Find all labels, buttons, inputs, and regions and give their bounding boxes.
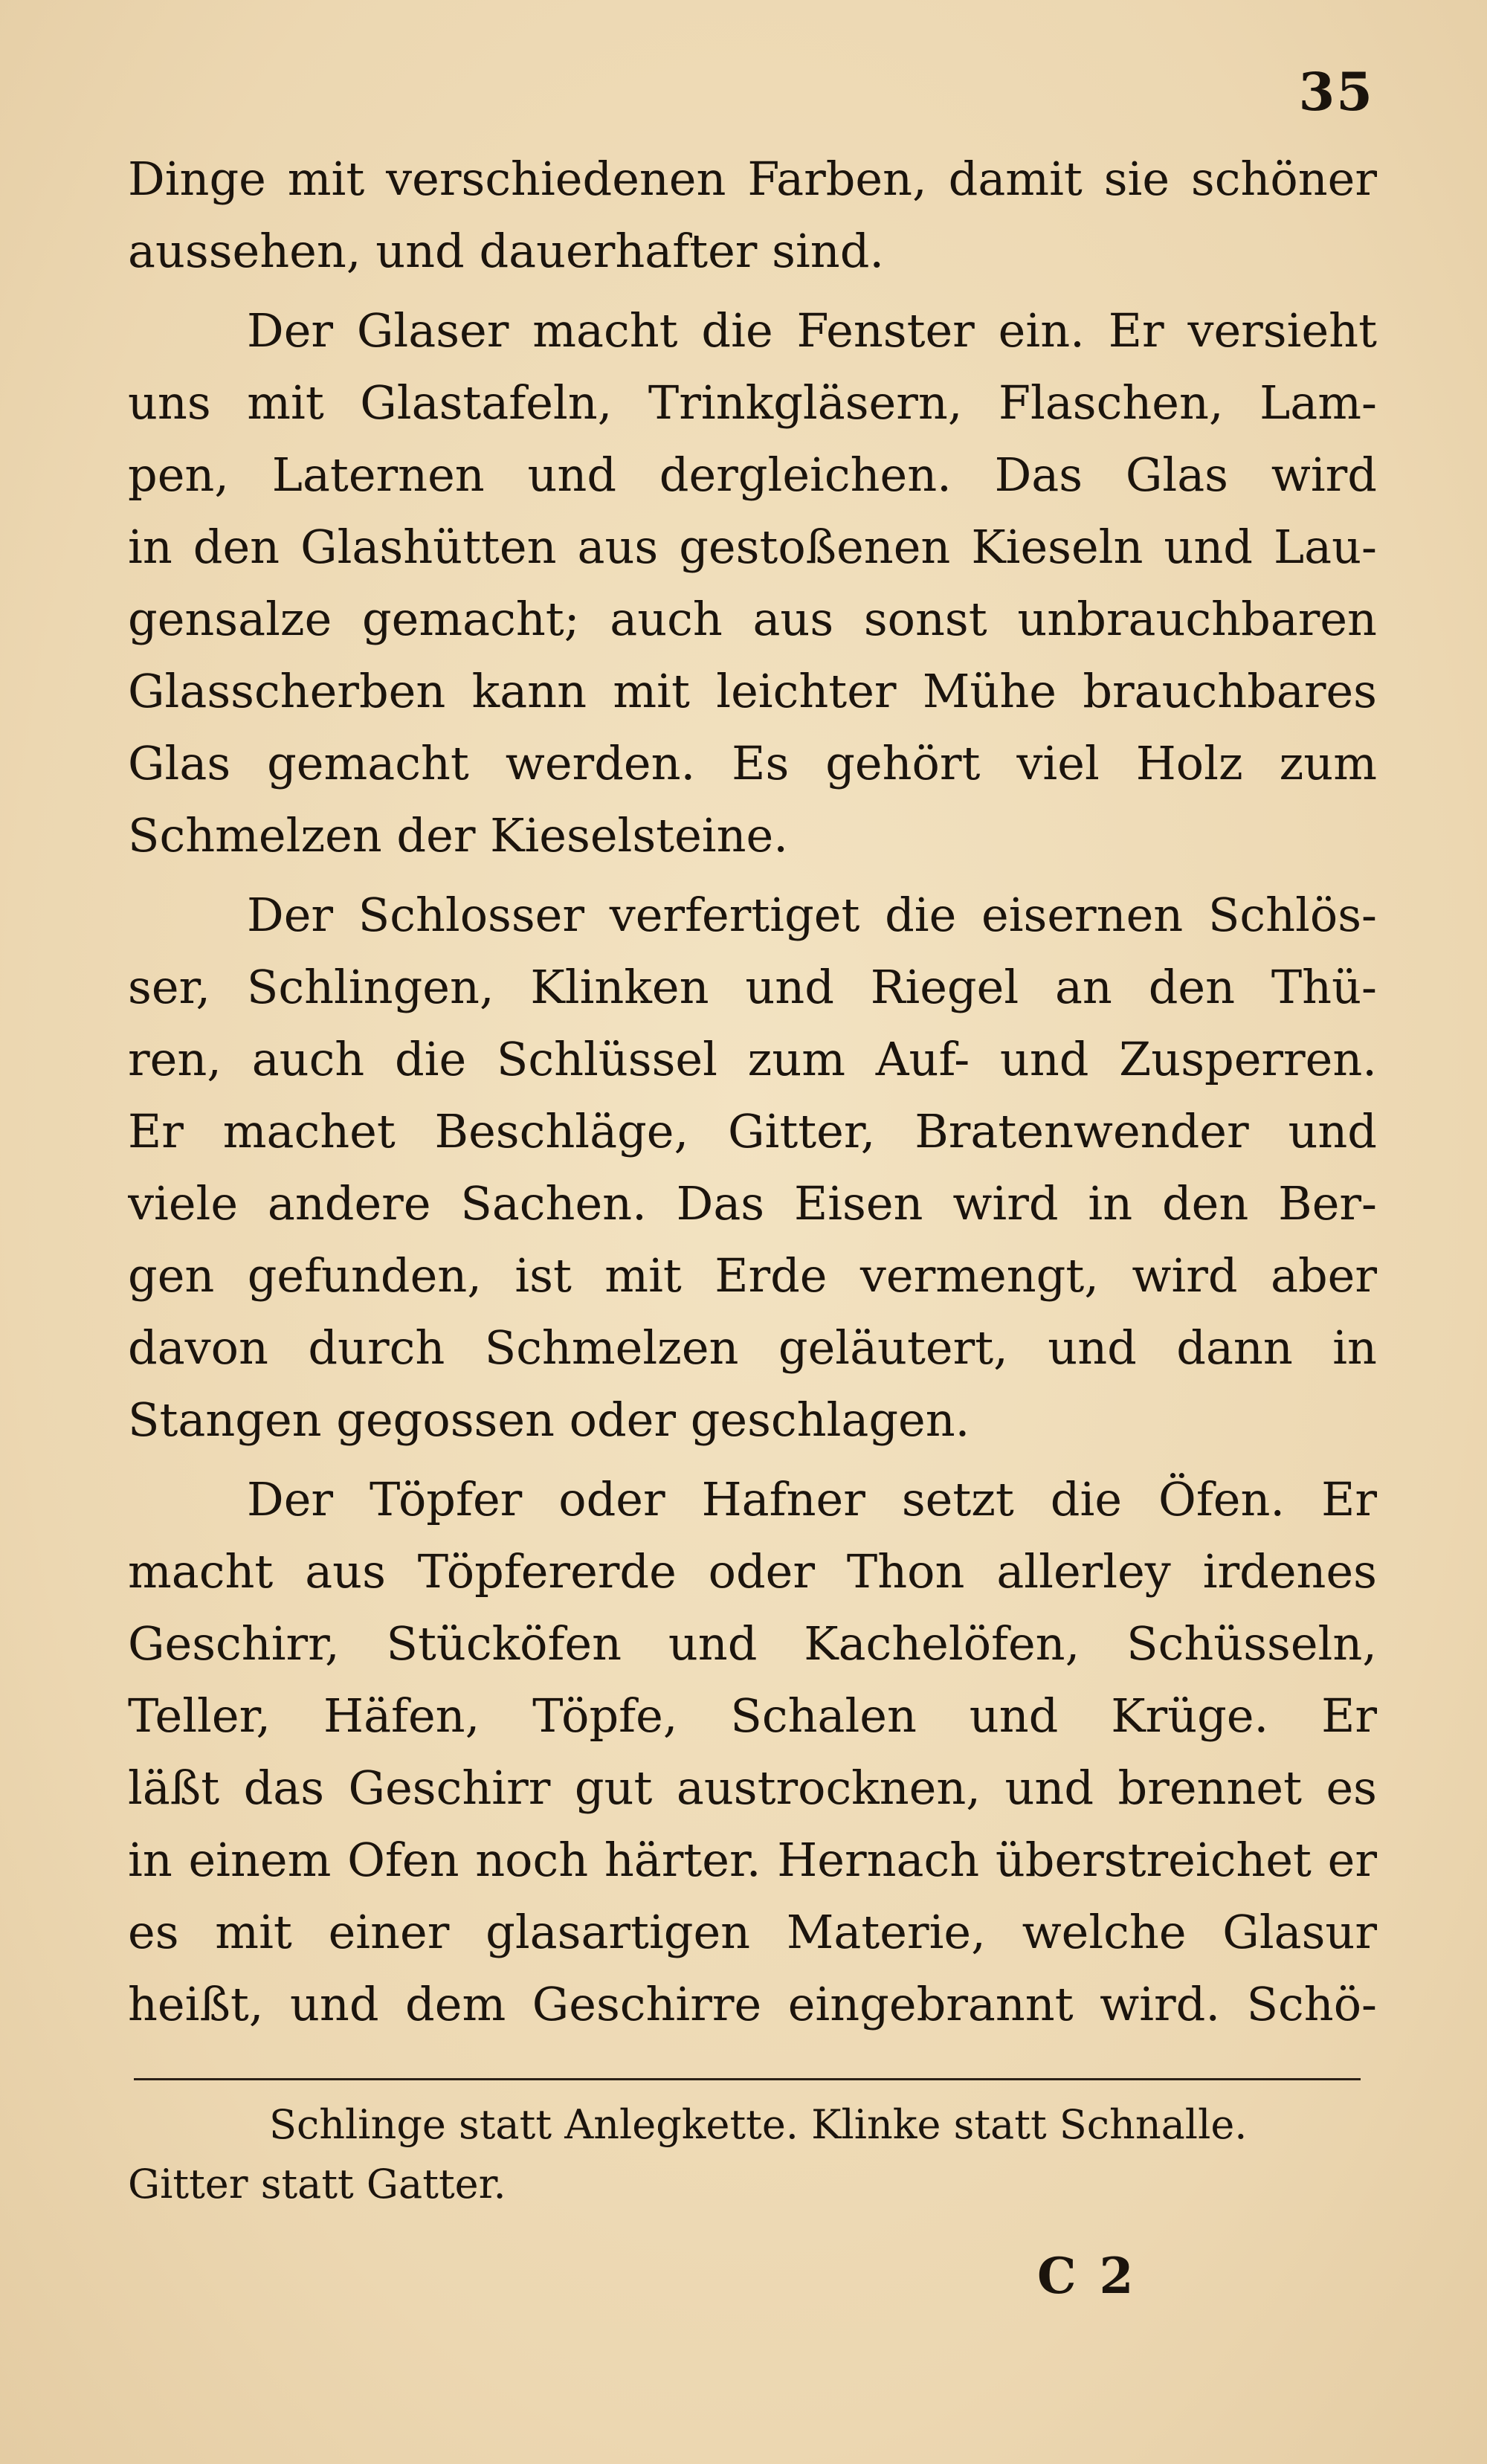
footnote-line: Gitter statt Gatter. bbox=[128, 2161, 506, 2207]
text-line: aussehen, und dauerhafter sind. bbox=[128, 224, 885, 278]
text-line: gen gefunden, ist mit Erde vermengt, wird aber bbox=[128, 1248, 1377, 1303]
text-line: Teller, Häfen, Töpfe, Schalen und Krüge. Er bbox=[128, 1689, 1377, 1743]
text-line: heißt, und dem Geschirre eingebrannt wird. Schö- bbox=[128, 1977, 1377, 2031]
signature-mark: C 2 bbox=[1037, 2247, 1137, 2305]
text-line: es mit einer glasartigen Materie, welche Glasur bbox=[128, 1905, 1377, 1959]
footnote-divider bbox=[134, 2078, 1361, 2080]
text-line: uns mit Glastafeln, Trinkgläsern, Flaschen, Lam- bbox=[128, 375, 1377, 430]
footnotes bbox=[128, 2095, 1377, 2214]
text-line: Stangen gegossen oder geschlagen. bbox=[128, 1393, 970, 1447]
text-line: viele andere Sachen. Das Eisen wird in den Ber- bbox=[128, 1176, 1377, 1231]
body-text bbox=[128, 143, 1377, 2040]
footnote-line: Schlinge statt Anlegkette. Klinke statt Schnalle. bbox=[269, 2101, 1248, 2148]
text-line: Der Schlosser verfertiget die eisernen Schlös- bbox=[247, 888, 1377, 942]
text-line: Dinge mit verschiedenen Farben, damit sie schöner bbox=[128, 152, 1377, 206]
text-line: Der Glaser macht die Fenster ein. Er versieht bbox=[247, 303, 1377, 358]
text-line: pen, Laternen und dergleichen. Das Glas wird bbox=[128, 448, 1377, 502]
text-line: in den Glashütten aus gestoßenen Kieseln und Lau- bbox=[128, 520, 1377, 574]
text-line: läßt das Geschirr gut austrocknen, und brennet es bbox=[128, 1761, 1377, 1815]
text-line: Glasscherben kann mit leichter Mühe brauchbares bbox=[128, 664, 1377, 718]
text-line: gensalze gemacht; auch aus sonst unbrauchbaren bbox=[128, 592, 1377, 646]
text-line: macht aus Töpfererde oder Thon allerley irdenes bbox=[128, 1544, 1377, 1599]
text-line: Schmelzen der Kieselsteine. bbox=[128, 808, 788, 862]
text-line: Der Töpfer oder Hafner setzt die Öfen. Er bbox=[247, 1472, 1377, 1526]
text-line: ser, Schlingen, Klinken und Riegel an den Thü- bbox=[128, 960, 1377, 1014]
page-number: 35 bbox=[1298, 61, 1374, 123]
text-line: in einem Ofen noch härter. Hernach überstreichet er bbox=[128, 1833, 1377, 1887]
text-line: Geschirr, Stücköfen und Kachelöfen, Schüsseln, bbox=[128, 1616, 1377, 1671]
text-line: Glas gemacht werden. Es gehört viel Holz zum bbox=[128, 736, 1377, 790]
text-line: ren, auch die Schlüssel zum Auf- und Zusperren. bbox=[128, 1032, 1377, 1086]
text-line: davon durch Schmelzen geläutert, und dann in bbox=[128, 1320, 1377, 1375]
text-line: Er machet Beschläge, Gitter, Bratenwender und bbox=[128, 1104, 1377, 1158]
